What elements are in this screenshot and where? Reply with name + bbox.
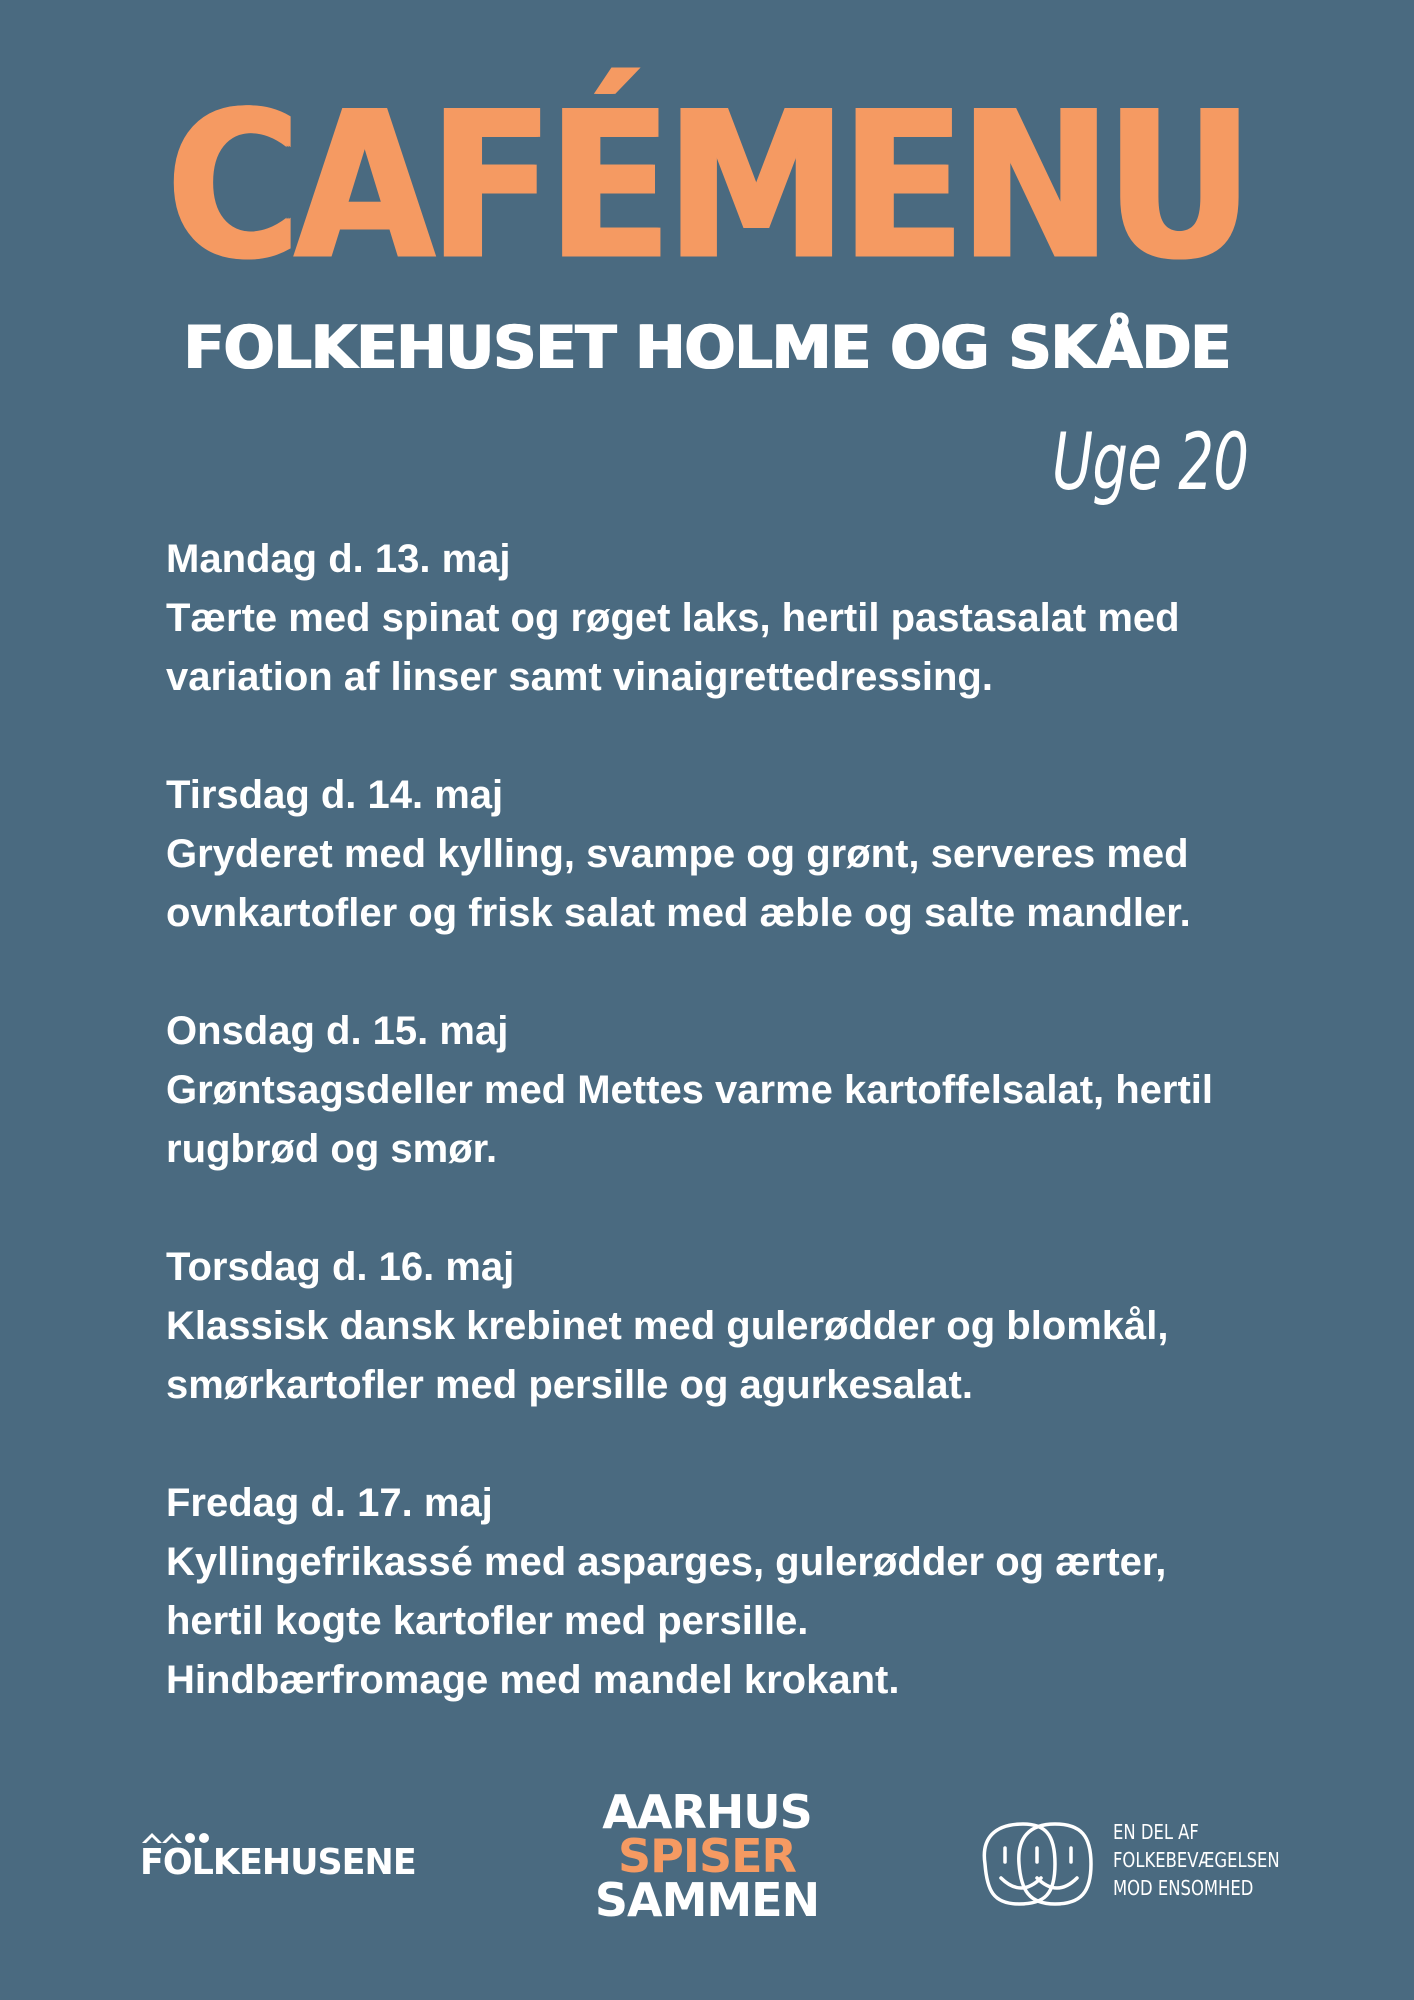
aarhus-spiser-sammen-logo (582, 1785, 832, 1927)
weekly-menu (166, 530, 1306, 1769)
dish-line: ovnkartofler og frisk salat med æble og salte mandler. (166, 891, 1191, 935)
day-heading: Onsdag d. 15. maj (166, 1009, 509, 1053)
ensomhed-line: FOLKEBEVÆGELSEN (1113, 1848, 1280, 1872)
week-label: Uge 20 (1052, 418, 1249, 508)
dish-line: rugbrød og smør. (166, 1127, 498, 1171)
folkehusene-wordmark: FOLKEHUSENE (140, 1842, 416, 1883)
day-heading: Tirsdag d. 14. maj (166, 773, 504, 817)
two-faces-icon (975, 1818, 1099, 1910)
ensomhed-line: EN DEL AF (1113, 1820, 1199, 1844)
sammen-line: SAMMEN (594, 1873, 820, 1927)
day-heading: Mandag d. 13. maj (166, 537, 511, 581)
venue-name: FOLKEHUSET HOLME OG SKÅDE (183, 313, 1231, 383)
day-heading: Torsdag d. 16. maj (166, 1245, 515, 1289)
menu-day-tuesday (166, 766, 1306, 943)
dish-line: Hindbærfromage med mandel krokant. (166, 1658, 900, 1702)
aarhus-line: AARHUS (602, 1785, 812, 1839)
dish-line: hertil kogte kartofler med persille. (166, 1599, 809, 1643)
spiser-line: SPISER (618, 1829, 796, 1883)
dish-line: variation af linser samt vinaigrettedressing. (166, 655, 993, 699)
dish-line: Tærte med spinat og røget laks, hertil pastasalat med (166, 596, 1180, 640)
folkebevaegelsen-logo (975, 1818, 1295, 1918)
dish-line: Grøntsagsdeller med Mettes varme kartoffelsalat, hertil (166, 1068, 1214, 1112)
dish-line: Gryderet med kylling, svampe og grønt, serveres med (166, 832, 1189, 876)
dish-line: Kyllingefrikassé med asparges, gulerødder og ærter, (166, 1540, 1167, 1584)
ensomhed-line: MOD ENSOMHED (1113, 1876, 1254, 1900)
dish-line: smørkartofler med persille og agurkesalat. (166, 1363, 973, 1407)
dish-line: Klassisk dansk krebinet med gulerødder og blomkål, (166, 1304, 1169, 1348)
folkebevaegelsen-text (1113, 1818, 1280, 1902)
day-heading: Fredag d. 17. maj (166, 1481, 493, 1525)
footer-logos (0, 1780, 1414, 1940)
menu-day-monday (166, 530, 1306, 707)
menu-day-friday (166, 1474, 1306, 1710)
menu-day-thursday (166, 1238, 1306, 1415)
menu-title: CAFÉMENU (166, 67, 1248, 305)
menu-day-wednesday (166, 1002, 1306, 1179)
